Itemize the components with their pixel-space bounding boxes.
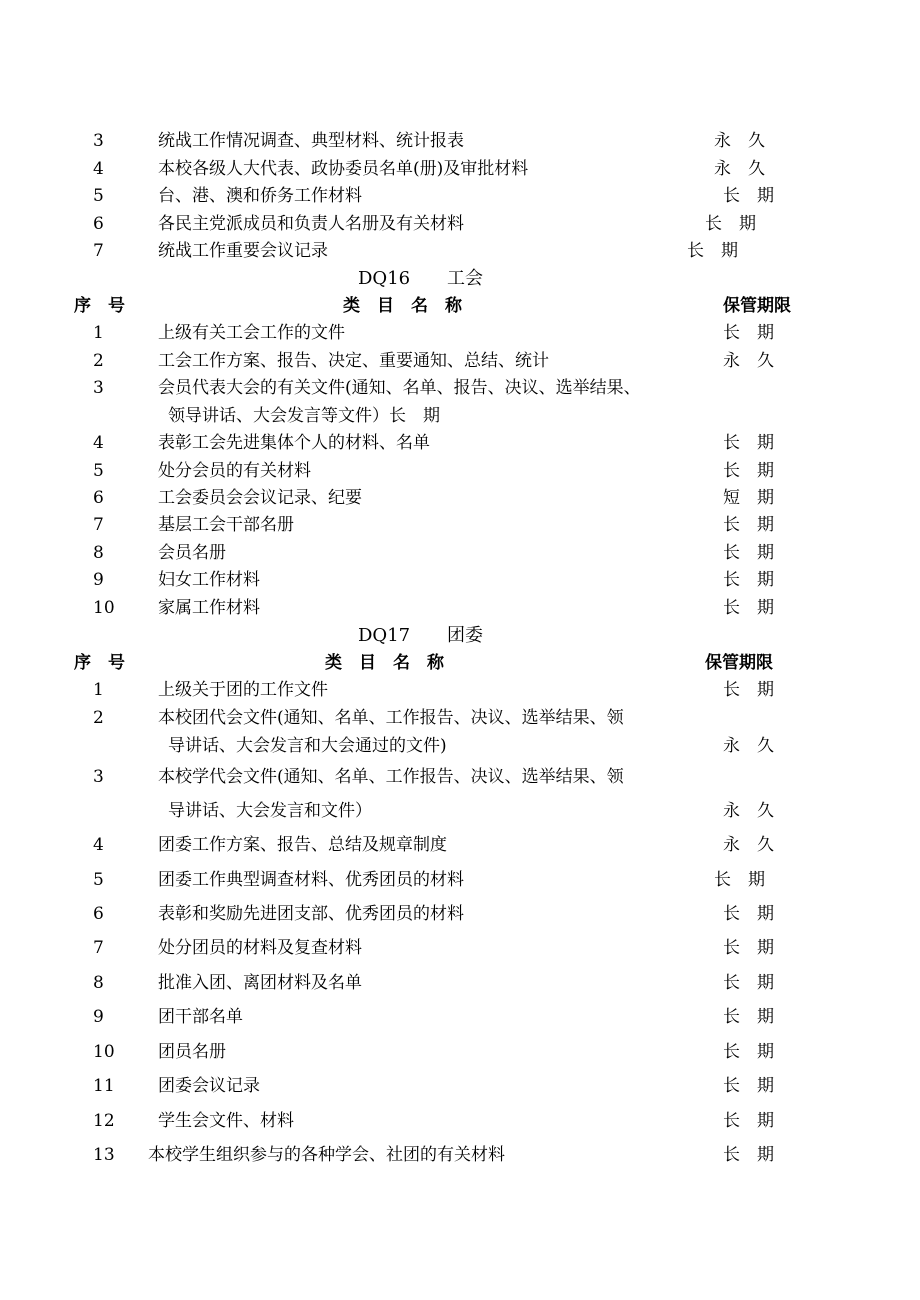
section-code: DQ16 <box>358 268 411 289</box>
row-category: 会员名册 <box>158 543 226 563</box>
row-number: 11 <box>93 1076 115 1096</box>
row-period: 永 久 <box>723 351 774 371</box>
row-category: 处分团员的材料及复查材料 <box>158 938 362 958</box>
row-category-continued: 领导讲话、大会发言等文件）长 期 <box>168 406 440 426</box>
row-category: 工会委员会会议记录、纪要 <box>158 488 362 508</box>
header-number: 序 号 <box>74 653 125 673</box>
header-category: 类 目 名 称 <box>343 296 462 316</box>
header-period: 保管期限 <box>723 296 791 316</box>
row-category: 上级有关工会工作的文件 <box>158 323 345 343</box>
row-category: 本校学生组织参与的各种学会、社团的有关材料 <box>148 1145 505 1165</box>
row-period: 长 期 <box>723 973 774 993</box>
row-category: 妇女工作材料 <box>158 570 260 590</box>
row-number: 13 <box>93 1145 115 1165</box>
row-category: 工会工作方案、报告、决定、重要通知、总结、统计 <box>158 351 549 371</box>
row-period: 永 久 <box>714 159 765 179</box>
row-number: 3 <box>93 767 104 787</box>
row-category: 批准入团、离团材料及名单 <box>158 973 362 993</box>
row-category: 本校各级人大代表、政协委员名单(册)及审批材料 <box>158 159 529 179</box>
row-category: 团委会议记录 <box>158 1076 260 1096</box>
row-period: 长 期 <box>723 433 774 453</box>
row-period: 长 期 <box>723 1111 774 1131</box>
row-category: 团干部名单 <box>158 1007 243 1027</box>
row-number: 9 <box>93 570 104 590</box>
row-number: 9 <box>93 1007 104 1027</box>
row-number: 5 <box>93 870 104 890</box>
row-period: 长 期 <box>723 1076 774 1096</box>
row-category: 处分会员的有关材料 <box>158 461 311 481</box>
row-period: 长 期 <box>723 904 774 924</box>
row-number: 4 <box>93 433 104 453</box>
row-period: 长 期 <box>723 680 774 700</box>
row-category: 团委工作典型调查材料、优秀团员的材料 <box>158 870 464 890</box>
row-category: 本校团代会文件(通知、名单、工作报告、决议、选举结果、领 <box>158 708 624 728</box>
header-period: 保管期限 <box>705 653 773 673</box>
row-category: 团委工作方案、报告、总结及规章制度 <box>158 835 447 855</box>
row-period: 长 期 <box>723 1007 774 1027</box>
row-period: 长 期 <box>723 1042 774 1062</box>
row-category: 学生会文件、材料 <box>158 1111 294 1131</box>
row-period: 长 期 <box>705 214 756 234</box>
row-period: 长 期 <box>723 938 774 958</box>
row-period: 永 久 <box>723 801 774 821</box>
row-period: 永 久 <box>714 131 765 151</box>
row-period: 长 期 <box>714 870 765 890</box>
row-category: 上级关于团的工作文件 <box>158 680 328 700</box>
row-period: 长 期 <box>723 570 774 590</box>
row-number: 6 <box>93 904 104 924</box>
row-period: 长 期 <box>723 1145 774 1165</box>
row-category: 各民主党派成员和负责人名册及有关材料 <box>158 214 464 234</box>
row-number: 8 <box>93 973 104 993</box>
row-category: 统战工作重要会议记录 <box>158 241 328 261</box>
row-number: 12 <box>93 1111 115 1131</box>
row-period: 永 久 <box>723 736 774 756</box>
row-period: 长 期 <box>723 598 774 618</box>
row-category: 本校学代会文件(通知、名单、工作报告、决议、选举结果、领 <box>158 767 624 787</box>
row-category-continued: 导讲话、大会发言和大会通过的文件) <box>168 736 447 756</box>
row-period: 长 期 <box>723 186 774 206</box>
row-category: 团员名册 <box>158 1042 226 1062</box>
row-period: 长 期 <box>723 323 774 343</box>
row-category: 会员代表大会的有关文件(通知、名单、报告、决议、选举结果、 <box>158 378 641 398</box>
header-number: 序 号 <box>74 296 125 316</box>
row-category: 台、港、澳和侨务工作材料 <box>158 186 362 206</box>
row-number: 7 <box>93 241 104 261</box>
row-number: 10 <box>93 1042 115 1062</box>
row-number: 2 <box>93 351 104 371</box>
row-number: 5 <box>93 186 104 206</box>
row-number: 1 <box>93 680 104 700</box>
row-number: 3 <box>93 131 104 151</box>
row-number: 4 <box>93 159 104 179</box>
row-period: 长 期 <box>723 543 774 563</box>
row-period: 短 期 <box>723 488 774 508</box>
row-number: 4 <box>93 835 104 855</box>
row-category-continued: 导讲话、大会发言和文件） <box>168 801 372 821</box>
row-number: 10 <box>93 598 115 618</box>
row-category: 基层工会干部名册 <box>158 515 294 535</box>
row-number: 7 <box>93 938 104 958</box>
row-category: 统战工作情况调查、典型材料、统计报表 <box>158 131 464 151</box>
row-category: 表彰工会先进集体个人的材料、名单 <box>158 433 430 453</box>
section-title: 工会 <box>447 268 483 289</box>
row-period: 长 期 <box>723 461 774 481</box>
row-number: 6 <box>93 214 104 234</box>
header-category: 类 目 名 称 <box>325 653 444 673</box>
row-category: 表彰和奖励先进团支部、优秀团员的材料 <box>158 904 464 924</box>
section-title: 团委 <box>447 625 483 646</box>
row-number: 5 <box>93 461 104 481</box>
section-code: DQ17 <box>358 625 411 646</box>
row-period: 长 期 <box>687 241 738 261</box>
row-number: 6 <box>93 488 104 508</box>
row-period: 长 期 <box>723 515 774 535</box>
row-number: 1 <box>93 323 104 343</box>
row-number: 7 <box>93 515 104 535</box>
row-period: 永 久 <box>723 835 774 855</box>
row-number: 3 <box>93 378 104 398</box>
row-number: 2 <box>93 708 104 728</box>
row-number: 8 <box>93 543 104 563</box>
row-category: 家属工作材料 <box>158 598 260 618</box>
